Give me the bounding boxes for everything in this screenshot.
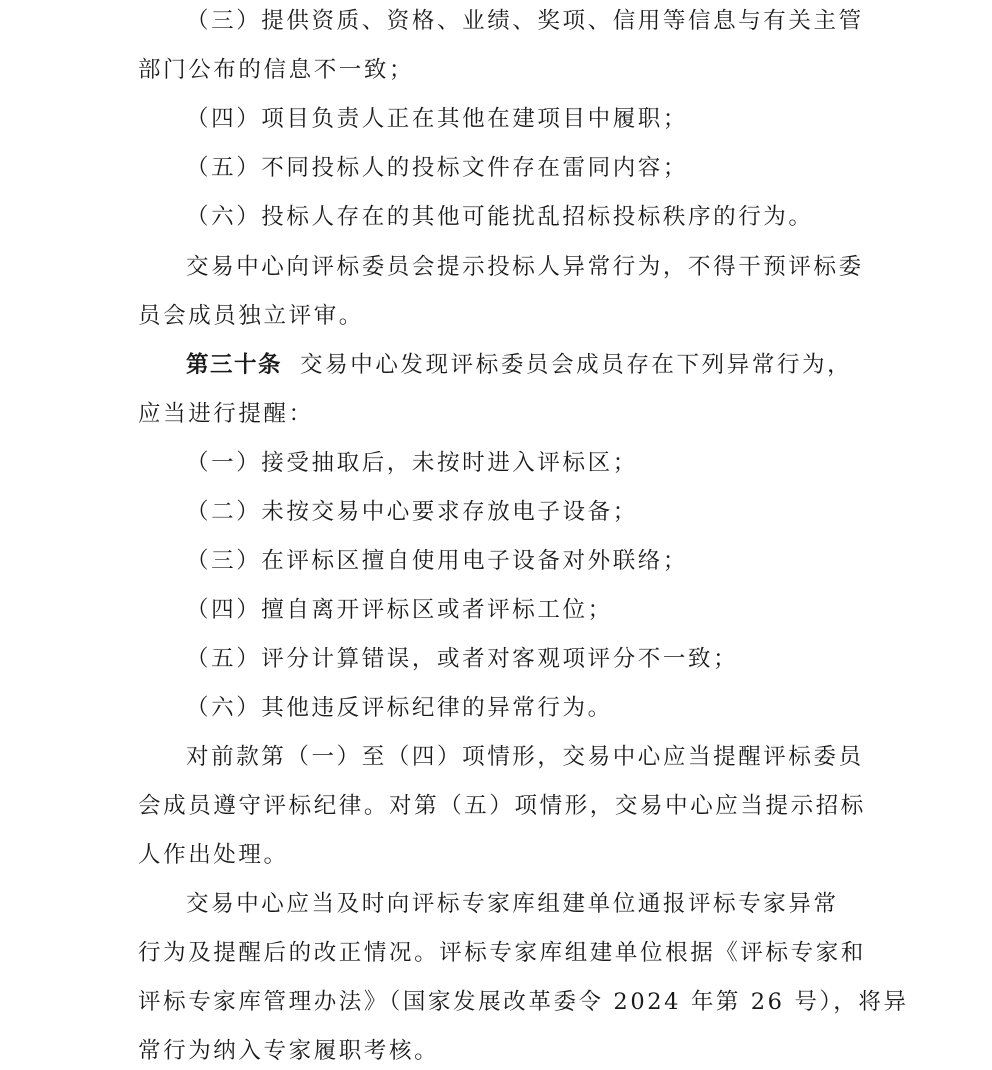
paragraph-line-1: 交易中心向评标委员会提示投标人异常行为，不得干预评标委: [186, 254, 864, 280]
item-four: （四）项目负责人正在其他在建项目中履职；: [186, 106, 689, 132]
paragraph-b-line-3: 评标专家库管理办法》（国家发展改革委令 2024 年第 26 号），将异: [138, 989, 909, 1015]
paragraph-b-line-2: 行为及提醒后的改正情况。评标专家库组建单位根据《评标专家和: [138, 940, 866, 966]
article-30-heading: [186, 350, 852, 380]
paragraph-b-line-1: 交易中心应当及时向评标专家库组建单位通报评标专家异常: [186, 891, 839, 917]
list-item: （五）评分计算错误，或者对客观项评分不一致；: [186, 646, 739, 672]
paragraph-a-line-2: 会成员遵守评标纪律。对第（五）项情形，交易中心应当提示招标: [138, 793, 866, 819]
list-item: （四）擅自离开评标区或者评标工位；: [186, 597, 613, 623]
item-three-line-1: （三）提供资质、资格、业绩、奖项、信用等信息与有关主管: [186, 8, 864, 34]
article-30-continuation: 应当进行提醒：: [138, 401, 314, 427]
list-item: （六）其他违反评标纪律的异常行为。: [186, 695, 613, 721]
list-item: （三）在评标区擅自使用电子设备对外联络；: [186, 548, 689, 574]
paragraph-line-2: 员会成员独立评审。: [138, 303, 364, 329]
item-six: （六）投标人存在的其他可能扰乱招标投标秩序的行为。: [186, 204, 814, 230]
item-three-line-2: 部门公布的信息不一致；: [138, 57, 415, 83]
paragraph-a-line-3: 人作出处理。: [138, 842, 289, 868]
list-item: （一）接受抽取后，未按时进入评标区；: [186, 450, 638, 476]
item-five: （五）不同投标人的投标文件存在雷同内容；: [186, 155, 689, 181]
paragraph-a-line-1: 对前款第（一）至（四）项情形，交易中心应当提醒评标委员: [186, 744, 864, 770]
list-item: （二）未按交易中心要求存放电子设备；: [186, 499, 638, 525]
article-text: 交易中心发现评标委员会成员存在下列异常行为，: [300, 352, 853, 378]
paragraph-b-line-4: 常行为纳入专家履职考核。: [138, 1038, 440, 1064]
article-number: 第三十条: [186, 352, 283, 378]
